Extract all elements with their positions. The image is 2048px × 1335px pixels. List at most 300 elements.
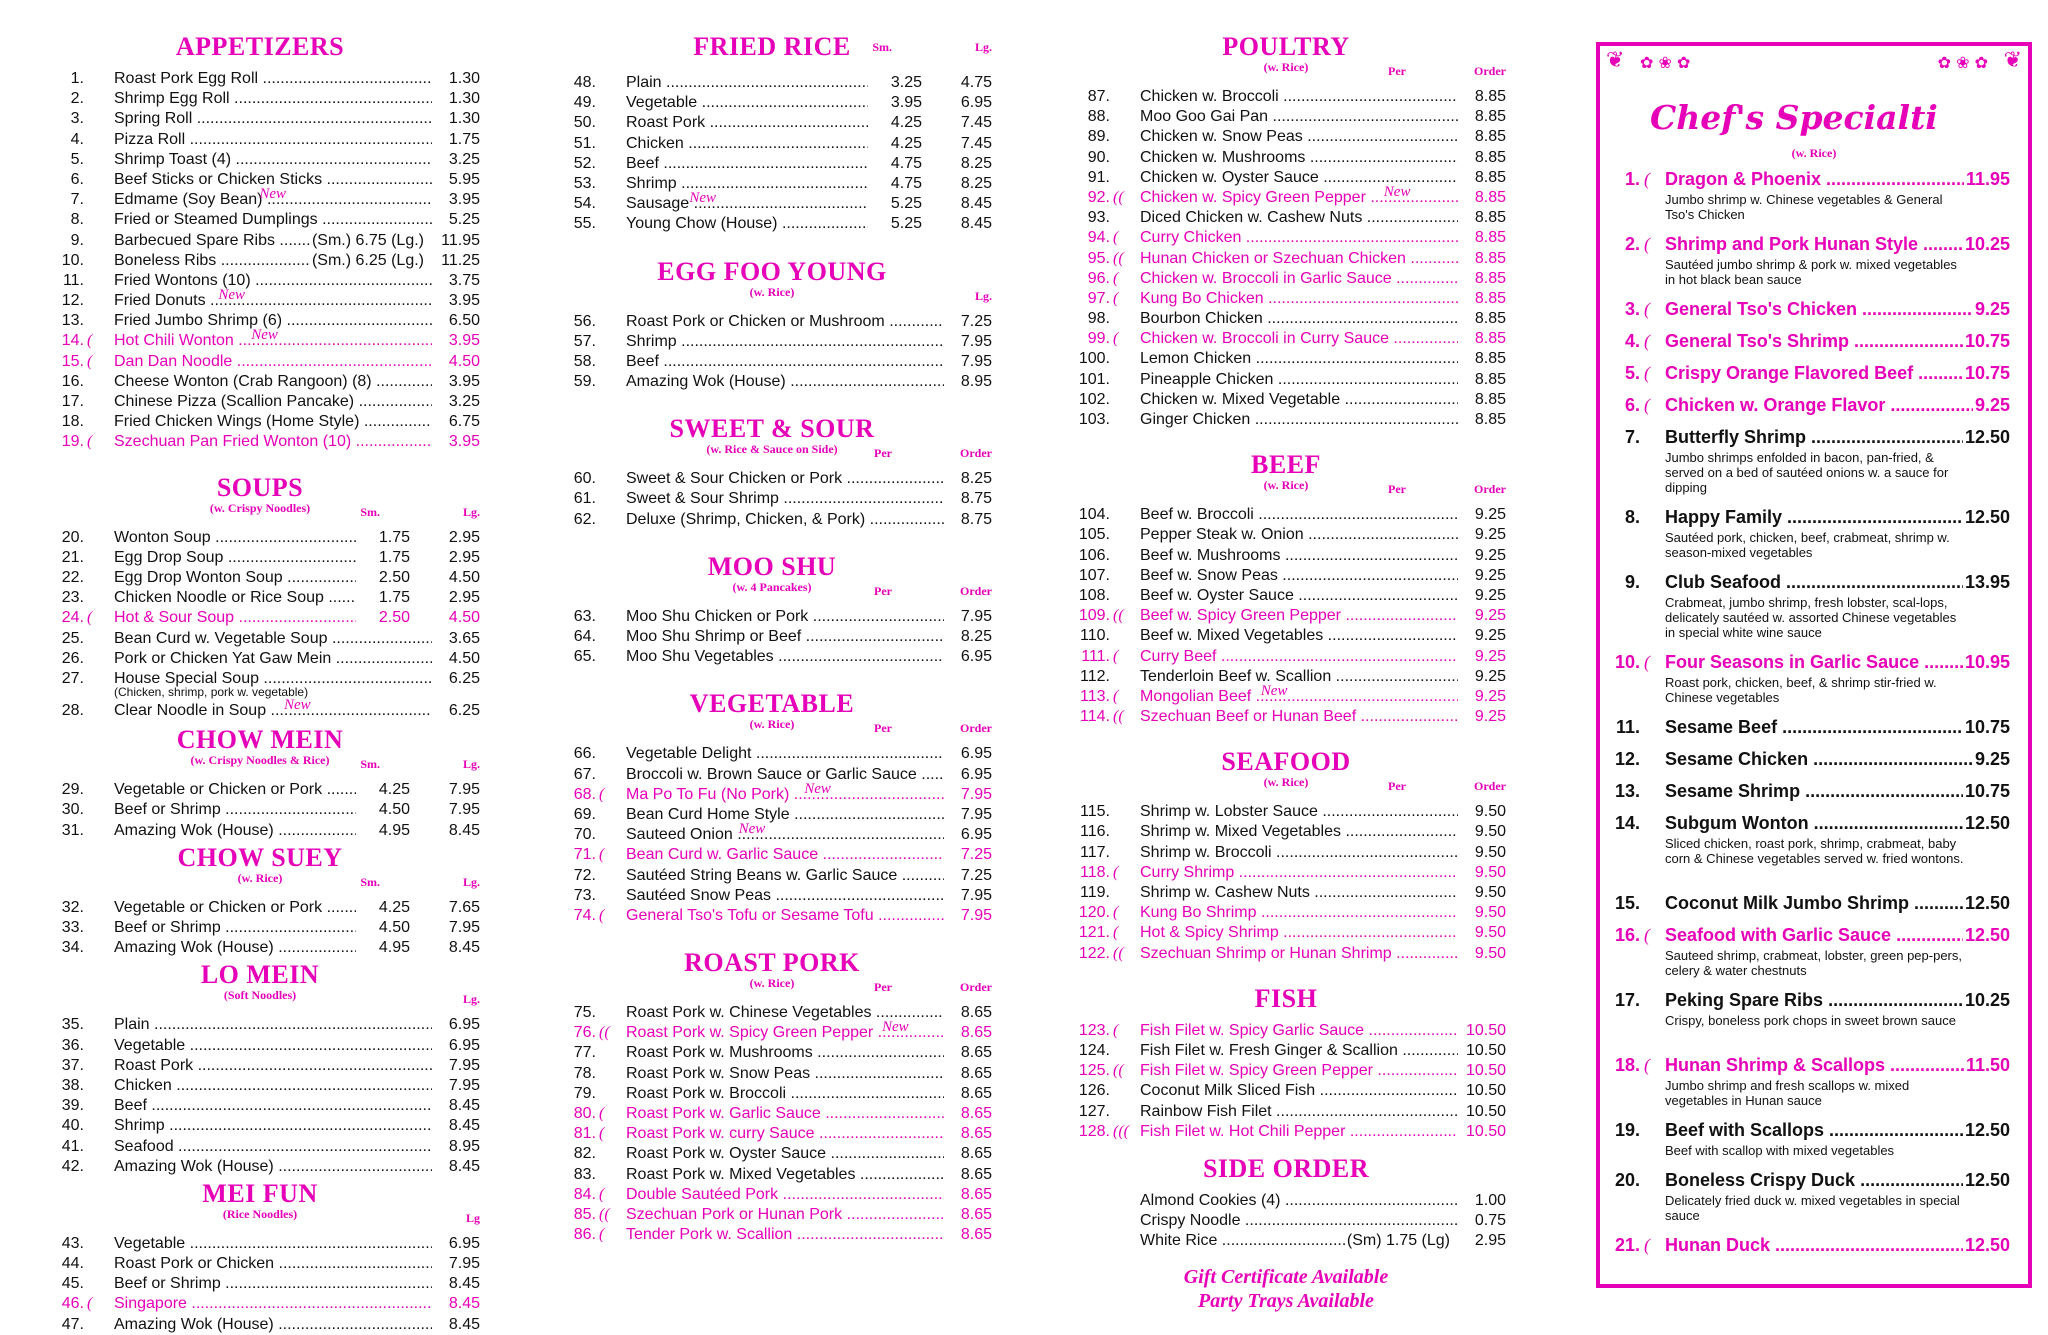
item-price: 9.25 [1973, 746, 2010, 772]
item-price: 6.95 [944, 93, 992, 113]
menu-item [40, 1274, 480, 1294]
item-number: 120. [1078, 904, 1110, 922]
item-name: Szechuan Shrimp or Hunan Shrimp ..... [1140, 944, 1458, 964]
item-name: Shrimp ..... [626, 174, 882, 194]
item-price: 10.75 [1963, 360, 2010, 386]
item-name: Beef w. Broccoli ..... [1140, 505, 1458, 525]
hot-pepper-icon: ( [1644, 331, 1650, 351]
menu-section [552, 551, 992, 668]
item-price: 8.85 [1458, 228, 1506, 248]
column-header-large: Lg [465, 1210, 480, 1225]
item-price: 8.65 [944, 1064, 992, 1084]
item-number: 37. [61, 1056, 84, 1074]
column-header-small: Per [1388, 64, 1406, 78]
specialty-item [1610, 1232, 2010, 1258]
menu-item [1066, 390, 1506, 410]
item-price-small: (Sm.) 6.25 (Lg.) [311, 251, 424, 269]
column-header-large: Order [1474, 64, 1506, 78]
item-number: 14. [1614, 813, 1640, 833]
item-price: 9.25 [1973, 296, 2010, 322]
item-price: 10.50 [1458, 1122, 1506, 1142]
item-price: 7.95 [944, 607, 992, 627]
item-name: Curry Chicken ..... [1140, 228, 1458, 248]
item-number: 127. [1078, 1102, 1110, 1120]
menu-section [40, 472, 480, 722]
specialty-line [1610, 166, 2010, 192]
section-subtitle: (w. Rice) [749, 284, 795, 299]
item-name: Seafood with Garlic Sauce ..... [1665, 922, 2005, 948]
menu-item [1066, 107, 1506, 127]
menu-item [552, 352, 992, 372]
item-price-small: 4.25 [356, 780, 410, 800]
item-price: 4.50 [432, 568, 480, 588]
hot-pepper-icon: ( [1113, 904, 1119, 922]
item-number: 1. [1624, 169, 1640, 189]
new-badge: New [804, 780, 831, 797]
item-price-small: 4.25 [356, 898, 410, 918]
item-number: 5. [70, 150, 84, 168]
item-price: 10.75 [1963, 328, 2010, 354]
item-price-small: 5.25 [868, 194, 922, 214]
item-description: Jumbo shrimps enfolded in bacon, pan-fried, & served on a bed of sautéed onions w. a sauce for dipping [1665, 450, 1949, 495]
item-price: 8.85 [1458, 127, 1506, 147]
item-price-small: 3.95 [868, 93, 922, 113]
section-title: VEGETABLE [689, 689, 855, 719]
item-number: 107. [1078, 566, 1110, 584]
hot-pepper-icon: ( [1644, 169, 1650, 189]
item-price: 12.50 [1963, 1117, 2010, 1143]
hot-pepper-icon: (( [1113, 188, 1124, 206]
column-header-small: Per [1388, 779, 1406, 794]
menu-item [40, 821, 480, 841]
specialties-title: Chef's Specialti [1650, 98, 1938, 137]
item-price: 8.25 [944, 174, 992, 194]
item-price: 2.95 [1458, 1231, 1506, 1251]
item-price: 9.25 [1458, 626, 1506, 646]
menu-section [552, 950, 992, 1245]
section-header [552, 34, 992, 70]
item-price-small: 3.25 [868, 73, 922, 93]
item-number: 82. [573, 1145, 596, 1163]
item-name: Kung Bo Shrimp ..... [1140, 903, 1458, 923]
menu-section [552, 691, 992, 926]
item-price: 6.75 [432, 412, 480, 432]
item-name: Beef or Shrimp ..... [114, 918, 370, 938]
menu-item [40, 800, 480, 820]
item-price: 8.85 [1458, 168, 1506, 188]
hot-pepper-icon: ( [87, 433, 93, 451]
section-header [40, 962, 480, 1012]
item-name: Shrimp Egg Roll ..... [114, 89, 432, 109]
menu-item [552, 821, 992, 845]
item-number: 43. [61, 1234, 84, 1252]
menu-section [1066, 1153, 1506, 1252]
menu-item [1066, 802, 1506, 822]
item-name: Shrimp ..... [114, 1116, 432, 1136]
item-number: 21. [1614, 1235, 1640, 1255]
menu-item [1066, 505, 1506, 525]
menu-item [40, 898, 480, 918]
section-title: SWEET & SOUR [669, 414, 875, 444]
item-price: 6.95 [944, 765, 992, 785]
item-price: 7.95 [944, 886, 992, 906]
item-name: Szechuan Pan Fried Wonton (10) ..... [114, 432, 432, 452]
item-price: 7.95 [432, 800, 480, 820]
item-price: 7.65 [432, 898, 480, 918]
item-number: 3. [1624, 299, 1640, 319]
item-name: House Special Soup ..... [114, 669, 432, 689]
item-price: 9.25 [1458, 647, 1506, 667]
menu-item [40, 528, 480, 548]
item-price: 5.95 [432, 170, 480, 190]
item-number: 40. [61, 1117, 84, 1135]
menu-item [40, 588, 480, 608]
item-price: 8.45 [432, 1096, 480, 1116]
specialty-line [1610, 987, 2010, 1013]
item-number: 30. [61, 801, 84, 819]
item-name: Sesame Shrimp ..... [1665, 778, 2005, 804]
item-number: 20. [1614, 1170, 1640, 1190]
item-price: 8.85 [1458, 269, 1506, 289]
item-price: 9.25 [1458, 667, 1506, 687]
menu-section [40, 962, 480, 1177]
section-subtitle: (w. Rice) [237, 870, 283, 885]
section-header [552, 691, 992, 741]
item-price: 9.25 [1458, 586, 1506, 606]
item-number: 81. [573, 1125, 596, 1143]
item-price: 11.95 [432, 231, 480, 251]
specialty-item [1610, 166, 2010, 222]
item-name: Peking Spare Ribs ..... [1665, 987, 2005, 1013]
item-number: 64. [573, 628, 596, 645]
menu-item [40, 608, 480, 628]
item-price: 6.95 [944, 825, 992, 845]
item-name: Shrimp w. Lobster Sauce ..... [1140, 802, 1458, 822]
item-number: 112. [1080, 667, 1110, 685]
item-name: Chicken w. Mixed Vegetable ..... [1140, 390, 1458, 410]
item-name: Rainbow Fish Filet ..... [1140, 1102, 1458, 1122]
item-number: 100. [1078, 350, 1110, 368]
menu-item [1066, 822, 1506, 842]
item-description: Sliced chicken, roast pork, shrimp, crabmeat, baby corn & Chinese vegetables served w. fried wontons. [1665, 836, 1964, 866]
item-name: Beef ..... [626, 154, 882, 174]
item-number: 16. [61, 372, 84, 390]
item-price: 12.50 [1963, 424, 2010, 450]
item-number: 67. [573, 765, 596, 783]
menu-item [40, 352, 480, 372]
item-number: 114. [1080, 708, 1110, 726]
item-number: 63. [573, 607, 596, 625]
menu-item [1066, 183, 1506, 208]
menu-item [40, 780, 480, 800]
item-description: Delicately fried duck w. mixed vegetables in special sauce [1665, 1193, 1960, 1223]
section-subtitle: (w. Rice & Sauce on Side) [706, 442, 838, 457]
item-name: Vegetable or Chicken or Pork ..... [114, 898, 370, 918]
column-header-small: Per [874, 583, 892, 598]
item-price: 7.95 [944, 906, 992, 926]
item-name: Dan Dan Noodle ..... [114, 352, 432, 372]
specialty-line [1610, 231, 2010, 257]
item-price: 7.25 [944, 845, 992, 865]
menu-section [552, 416, 992, 530]
item-price: 1.30 [432, 69, 480, 89]
item-number: 17. [1614, 990, 1640, 1010]
item-number: 52. [573, 154, 596, 172]
item-price: 1.30 [432, 109, 480, 129]
item-price-small: (Sm.) 6.75 (Lg.) [311, 231, 424, 249]
specialty-item [1610, 360, 2010, 386]
menu-item [40, 548, 480, 568]
item-price: 9.25 [1973, 392, 2010, 418]
item-number: 115. [1080, 803, 1110, 821]
item-price: 3.95 [432, 331, 480, 351]
menu-item [40, 629, 480, 649]
menu-item [40, 432, 480, 452]
item-price: 8.45 [432, 1116, 480, 1136]
section-title: ROAST PORK [684, 948, 860, 978]
item-price: 9.50 [1458, 843, 1506, 863]
item-price: 3.75 [432, 271, 480, 291]
hot-pepper-icon: ( [1113, 863, 1119, 881]
item-name: Chicken w. Snow Peas ..... [1140, 127, 1458, 147]
item-name: Bean Curd w. Vegetable Soup ..... [114, 629, 432, 649]
item-number: 94. [1087, 229, 1110, 247]
item-name: Sausage ..... [626, 194, 882, 214]
item-name: Cheese Wonton (Crab Rangoon) (8) ..... [114, 372, 432, 392]
item-price: 3.95 [432, 372, 480, 392]
corner-ornament-icon: ❦ [1606, 48, 1625, 73]
item-number: 49. [573, 94, 596, 112]
menu-item [1066, 1081, 1506, 1101]
item-price: 8.25 [944, 469, 992, 489]
column-header-large: Order [1474, 482, 1506, 497]
section-title: BEEF [1251, 450, 1321, 480]
item-name: Pizza Roll ..... [114, 130, 432, 150]
item-price: 8.25 [944, 627, 992, 647]
item-price: 9.50 [1458, 883, 1506, 903]
item-number: 22. [61, 568, 84, 586]
specialty-line [1610, 569, 2010, 595]
item-name: Shrimp w. Broccoli ..... [1140, 843, 1458, 863]
item-price: 6.50 [432, 311, 480, 331]
item-number: 104. [1078, 506, 1110, 524]
item-number: 10. [61, 251, 84, 269]
specialty-item [1610, 987, 2010, 1028]
item-description: Sautéed jumbo shrimp & pork w. mixed vegetables in hot black bean sauce [1665, 257, 1957, 287]
menu-section [1066, 749, 1506, 964]
specialty-item [1610, 890, 2010, 916]
menu-item [40, 271, 480, 291]
item-price-small: 4.75 [868, 174, 922, 194]
column-header-large: Lg. [462, 874, 480, 889]
item-number: 31. [61, 821, 84, 839]
item-name: Chicken ..... [626, 134, 882, 154]
item-number: 41. [61, 1137, 84, 1155]
item-name: Shrimp ..... [626, 332, 944, 352]
item-price: 8.45 [944, 214, 992, 234]
item-name: Roast Pork w. Broccoli ..... [626, 1084, 944, 1104]
item-name: Bourbon Chicken ..... [1140, 309, 1458, 329]
chefs-specialties-box [1596, 42, 2032, 1288]
item-price: 5.25 [432, 210, 480, 230]
menu-item [1066, 410, 1506, 430]
specialty-line [1610, 296, 2010, 322]
item-number: 45. [61, 1275, 84, 1293]
menu-column-2 [552, 34, 992, 1245]
item-price: 10.50 [1458, 1041, 1506, 1061]
item-number: 75. [573, 1004, 596, 1022]
item-name: Moo Goo Gai Pan ..... [1140, 107, 1458, 127]
menu-item [40, 89, 480, 109]
item-name: Szechuan Pork or Hunan Pork ..... [626, 1205, 944, 1225]
hot-pepper-icon: ( [1113, 687, 1119, 705]
section-title: SOUPS [216, 472, 304, 502]
item-number: 98. [1087, 310, 1110, 328]
item-number: 65. [573, 648, 596, 666]
item-name: Boneless Crispy Duck ..... [1665, 1167, 2005, 1193]
item-price: 8.85 [1458, 148, 1506, 168]
menu-section [1066, 452, 1506, 727]
item-price: 8.45 [432, 1274, 480, 1294]
hot-pepper-icon: ( [1113, 1021, 1119, 1039]
item-price: 6.95 [432, 1234, 480, 1254]
item-number: 73. [573, 886, 596, 904]
item-name: Plain ..... [626, 73, 882, 93]
item-name: Sauteed Onion ..... [626, 825, 944, 845]
menu-item [552, 647, 992, 667]
item-number: 6. [70, 170, 84, 188]
item-number: 19. [61, 433, 84, 451]
menu-item [40, 1036, 480, 1056]
item-number: 109. [1078, 607, 1110, 625]
item-price: 8.75 [944, 489, 992, 509]
item-name: Vegetable Delight ..... [626, 744, 944, 764]
hot-pepper-icon: ( [1113, 269, 1119, 287]
item-price: 9.50 [1458, 944, 1506, 964]
item-number: 26. [61, 649, 84, 667]
item-name: Shrimp w. Mixed Vegetables ..... [1140, 822, 1458, 842]
hot-pepper-icon: ( [87, 352, 93, 370]
item-number: 117. [1080, 843, 1110, 861]
menu-item [40, 130, 480, 150]
item-name: Young Chow (House) ..... [626, 214, 882, 234]
item-price: 12.50 [1963, 890, 2010, 916]
specialty-item [1610, 714, 2010, 740]
item-name: Hunan Duck ..... [1665, 1232, 2005, 1258]
item-number: 60. [573, 470, 596, 488]
item-name: Fried Chicken Wings (Home Style) ..... [114, 412, 432, 432]
item-price: 8.85 [1458, 370, 1506, 390]
menu-item [40, 109, 480, 129]
specialty-item [1610, 922, 2010, 978]
section-subtitle: (w. Crispy Noodles & Rice) [190, 753, 330, 768]
item-price: 12.50 [1963, 504, 2010, 530]
item-number: 38. [61, 1076, 84, 1094]
item-price-small: 4.95 [356, 938, 410, 958]
item-number: 8. [1624, 507, 1640, 527]
item-name: Roast Pork w. Chinese Vegetables ..... [626, 1003, 944, 1023]
item-number: 69. [573, 805, 596, 823]
item-price: 7.25 [944, 312, 992, 332]
section-title: CHOW SUEY [177, 842, 343, 872]
item-price: 8.65 [944, 1225, 992, 1245]
menu-item [552, 154, 992, 174]
item-name: Beef w. Spicy Green Pepper ..... [1140, 606, 1458, 626]
item-number: 111. [1081, 647, 1110, 665]
menu-item [40, 1294, 480, 1314]
item-price: 8.45 [432, 938, 480, 958]
item-number: 4. [1624, 331, 1640, 351]
item-number: 34. [61, 939, 84, 957]
menu-item [40, 1076, 480, 1096]
item-price-small: 4.25 [868, 113, 922, 133]
item-number: 108. [1078, 586, 1110, 604]
item-number: 44. [61, 1255, 84, 1273]
item-number: 19. [1614, 1120, 1640, 1140]
item-name: Beef with Scallops ..... [1665, 1117, 2005, 1143]
specialty-item [1610, 778, 2010, 804]
item-number: 13. [61, 312, 84, 330]
item-number: 51. [573, 134, 596, 152]
item-price: 2.95 [432, 548, 480, 568]
hot-pepper-icon: ( [87, 332, 93, 350]
item-number: 58. [573, 352, 596, 370]
item-name: Vegetable ..... [114, 1036, 432, 1056]
item-number: 85. [573, 1205, 596, 1223]
new-badge: New [738, 821, 766, 838]
item-number: 13. [1614, 781, 1640, 801]
item-name: Four Seasons in Garlic Sauce ..... [1665, 649, 2005, 675]
item-number: 8. [70, 211, 84, 229]
hot-pepper-icon: ( [1644, 395, 1650, 415]
item-price: 8.25 [944, 154, 992, 174]
item-price: 9.25 [1458, 687, 1506, 707]
item-number: 9. [70, 231, 84, 249]
item-number: 59. [573, 373, 596, 391]
menu-item [1066, 309, 1506, 329]
menu-item [552, 134, 992, 154]
item-number: 102. [1078, 390, 1110, 408]
menu-item [552, 73, 992, 93]
item-number: 21. [61, 548, 84, 566]
section-title: LO MEIN [200, 960, 320, 990]
item-price: 8.85 [1458, 410, 1506, 430]
gift-certificate-note: Gift Certificate Available [1183, 1266, 1389, 1289]
item-number: 118. [1080, 863, 1110, 881]
item-number: 88. [1087, 108, 1110, 126]
menu-item [40, 1096, 480, 1116]
item-description: Roast pork, chicken, beef, & shrimp stir-fried w. Chinese vegetables [1665, 675, 1937, 705]
item-name: Fish Filet w. Spicy Garlic Sauce ..... [1140, 1021, 1458, 1041]
hot-pepper-icon: ( [599, 785, 605, 803]
menu-item [1066, 249, 1506, 269]
item-price: 3.95 [432, 291, 480, 311]
section-title: POULTRY [1222, 32, 1350, 61]
item-name: Boneless Ribs ..... [114, 251, 330, 271]
item-name: Chicken w. Oyster Sauce ..... [1140, 168, 1458, 188]
item-name: Egg Drop Wonton Soup ..... [114, 568, 370, 588]
item-price: 8.45 [944, 194, 992, 214]
column-header-large: Lg. [974, 40, 992, 54]
item-name: Crispy Orange Flavored Beef ..... [1665, 360, 2005, 386]
menu-item [40, 69, 480, 89]
item-price: 10.75 [1963, 714, 2010, 740]
menu-item [40, 568, 480, 588]
menu-item [40, 938, 480, 958]
menu-item [1066, 349, 1506, 369]
hot-pepper-icon: ( [1644, 363, 1650, 383]
column-header-large: Order [960, 583, 992, 598]
